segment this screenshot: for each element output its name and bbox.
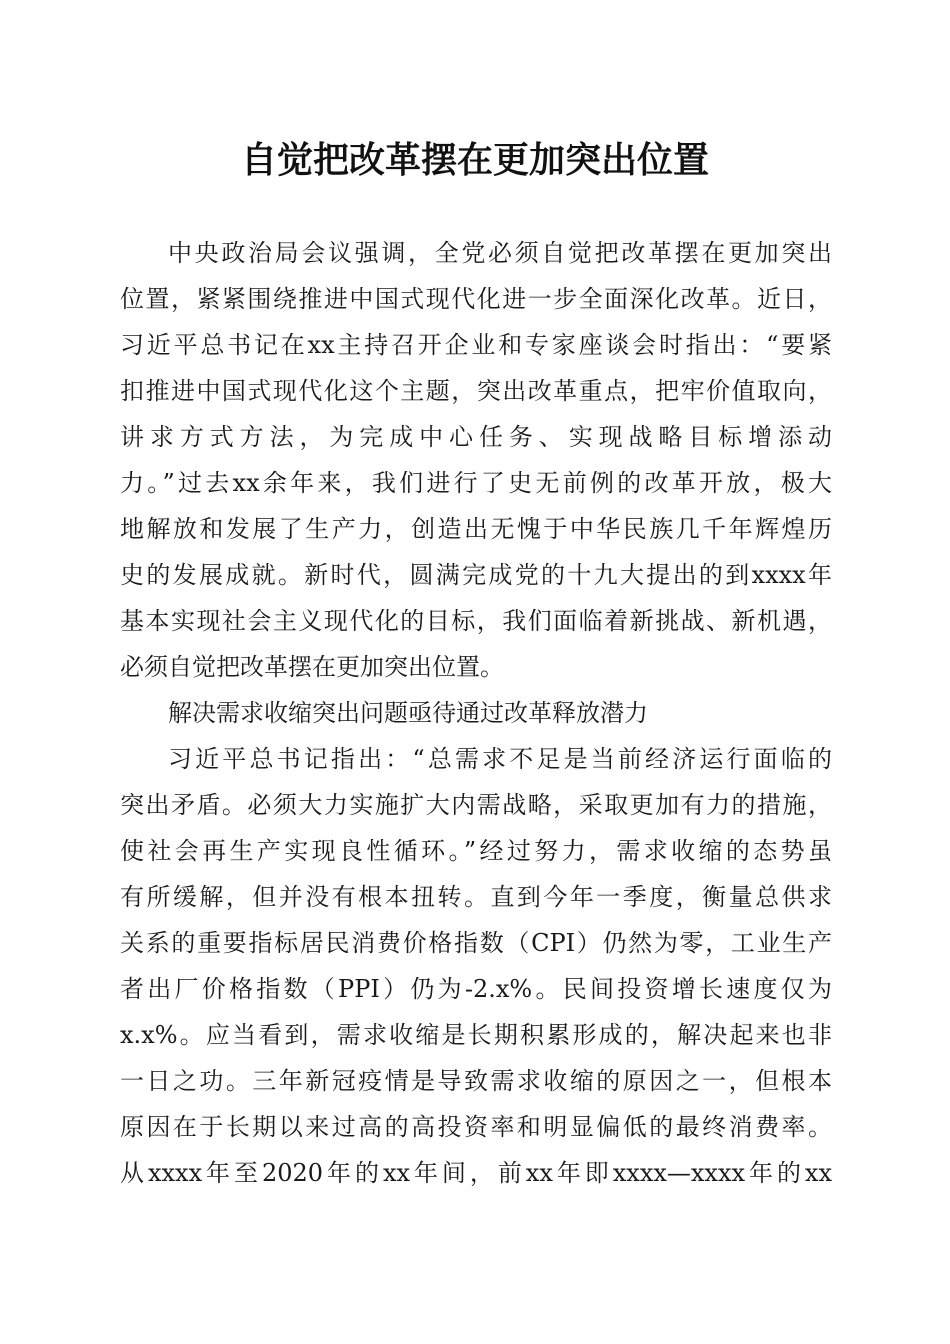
paragraph-line: 地解放和发展了生产力，创造出无愧于中华民族几千年辉煌历 (120, 515, 832, 543)
paragraph-line: 习近平总书记在xx主持召开企业和专家座谈会时指出：“要紧 (120, 331, 832, 359)
paragraph-line: 基本实现社会主义现代化的目标，我们面临着新挑战、新机遇， (120, 607, 832, 635)
paragraph-line: 讲求方式方法，为完成中心任务、实现战略目标增添动 (120, 423, 832, 451)
document-body (120, 230, 832, 1196)
paragraph-line: 一日之功。三年新冠疫情是导致需求收缩的原因之一，但根本 (120, 1067, 832, 1095)
paragraph-line: 关系的重要指标居民消费价格指数（CPI）仍然为零，工业生产 (120, 929, 832, 957)
document-title: 自觉把改革摆在更加突出位置 (240, 139, 709, 181)
paragraph-line: 习近平总书记指出：“总需求不足是当前经济运行面临的 (168, 745, 832, 773)
paragraph-line: 者出厂价格指数（PPI）仍为-2.x%。民间投资增长速度仅为 (120, 975, 832, 1003)
section-heading: 解决需求收缩突出问题亟待通过改革释放潜力 (168, 699, 648, 727)
paragraph-line: 位置，紧紧围绕推进中国式现代化进一步全面深化改革。近日， (120, 285, 832, 313)
paragraph-line: 力。”过去xx余年来，我们进行了史无前例的改革开放，极大 (120, 469, 832, 497)
paragraph-line: 原因在于长期以来过高的高投资率和明显偏低的最终消费率。 (120, 1113, 832, 1141)
paragraph-line: x.x%。应当看到，需求收缩是长期积累形成的，解决起来也非 (120, 1021, 832, 1049)
paragraph-line: 从xxxx年至2020年的xx年间，前xx年即xxxx—xxxx年的xx (120, 1159, 832, 1187)
paragraph-line: 扣推进中国式现代化这个主题，突出改革重点，把牢价值取向， (120, 377, 832, 405)
paragraph-line: 有所缓解，但并没有根本扭转。直到今年一季度，衡量总供求 (120, 883, 832, 911)
paragraph-line: 突出矛盾。必须大力实施扩大内需战略，采取更加有力的措施， (120, 791, 832, 819)
paragraph-line: 史的发展成就。新时代，圆满完成党的十九大提出的到xxxx年 (120, 561, 832, 589)
paragraph-line: 必须自觉把改革摆在更加突出位置。 (120, 653, 504, 681)
paragraph-line: 中央政治局会议强调，全党必须自觉把改革摆在更加突出 (168, 239, 832, 267)
paragraph-line: 使社会再生产实现良性循环。”经过努力，需求收缩的态势虽 (120, 837, 832, 865)
